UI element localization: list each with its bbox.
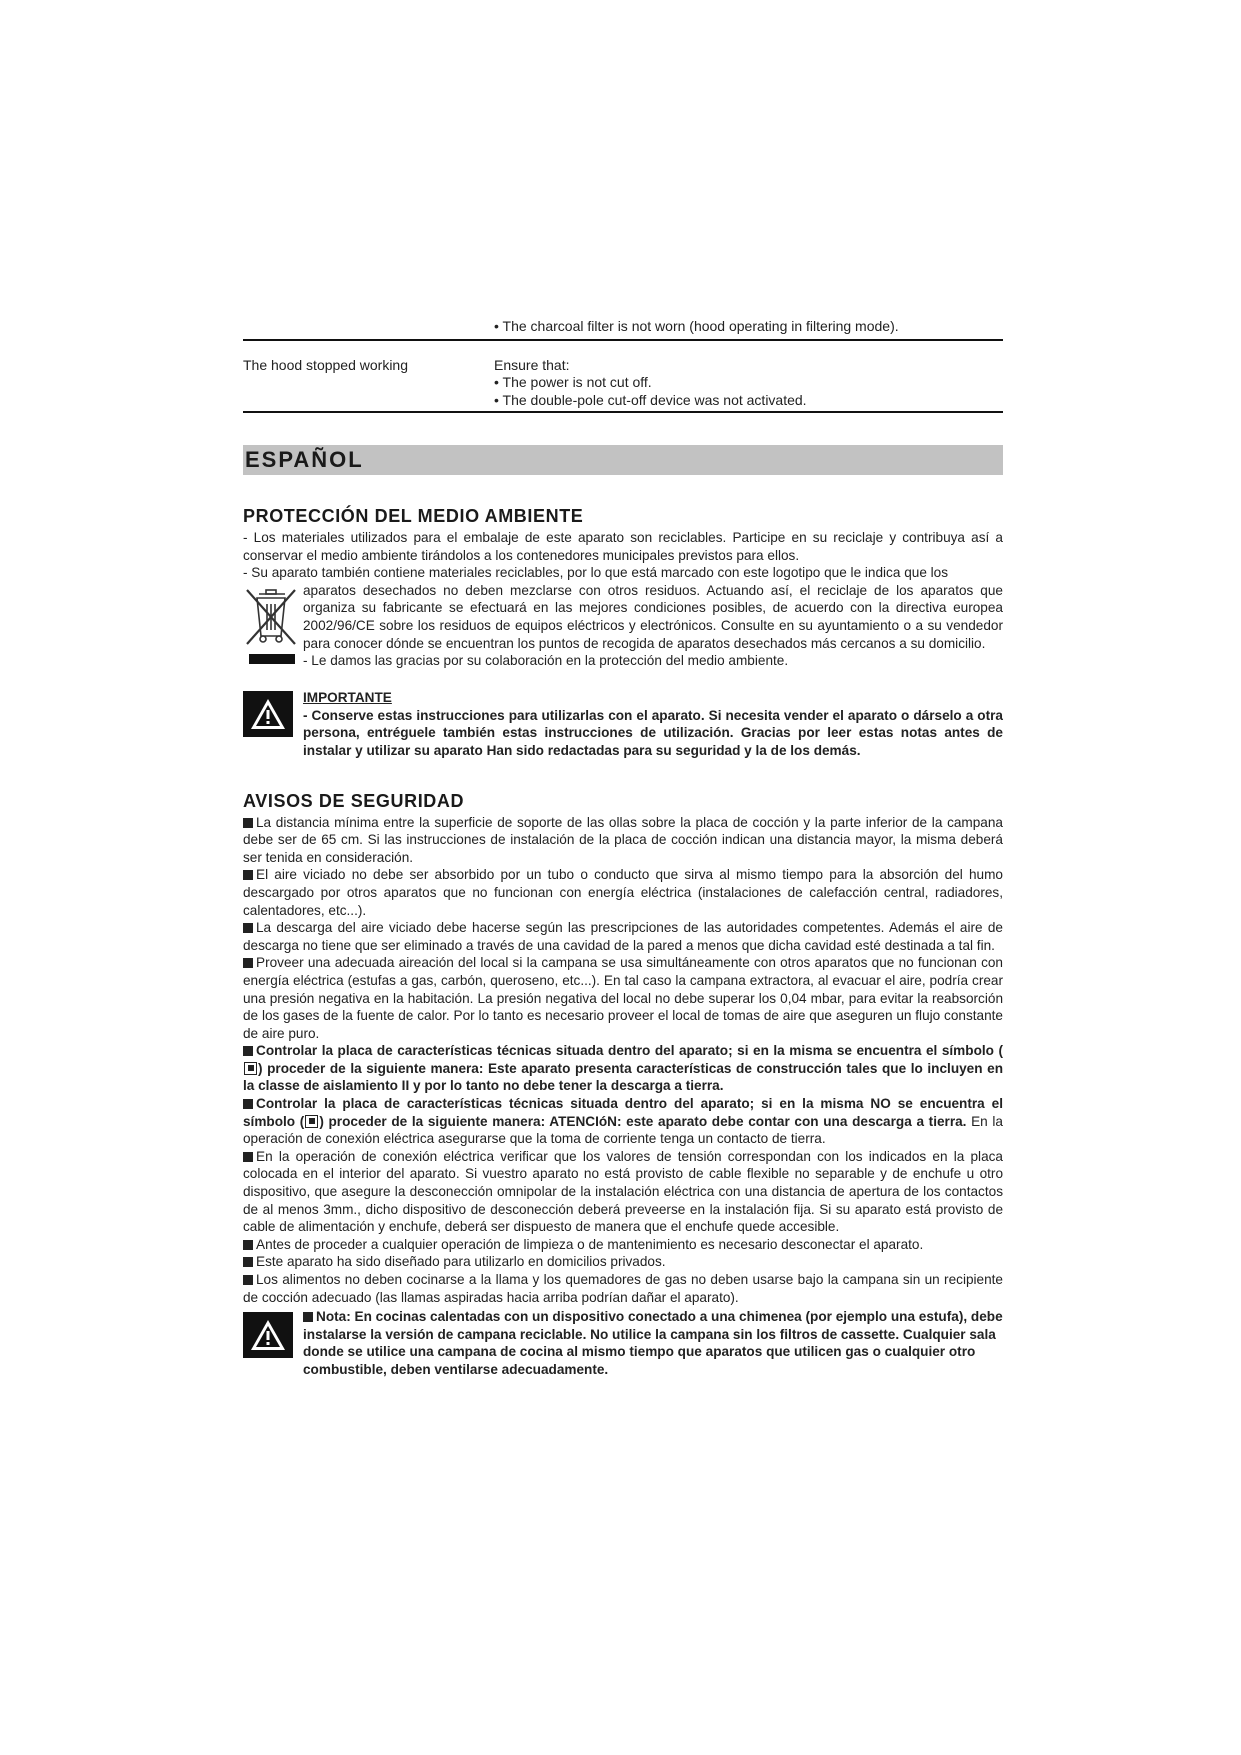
safety-item <box>243 866 1003 919</box>
square-bullet-icon <box>243 1275 253 1285</box>
important-title: IMPORTANTE <box>303 689 392 705</box>
square-bullet-icon <box>243 1152 253 1162</box>
safety-item <box>243 814 1003 867</box>
weee-text <box>303 582 1003 671</box>
environment-para: - Los materiales utilizados para el embalaje de este aparato son reciclables. Participe en su reciclaje y contribuya así a conservar el medio ambiente tirándolos a los contenedores municipales previstos para ellos. <box>243 530 1003 563</box>
safety-item-text: La descarga del aire viciado debe hacerse según las prescripciones de las autoridades competentes. Además el aire de descarga no tiene que ser eliminado a través de una cavidad de la pared a menos que dicha cavidad esté destinada a tal fin. <box>243 920 1003 953</box>
safety-heading: AVISOS DE SEGURIDAD <box>243 790 465 811</box>
environment-para: aparatos desechados no deben mezclarse con otros residuos. Actuando así, el reciclaje de los aparatos que organiza su fabricante se efectuará en las mejores condiciones posibles, de acuerdo con la directiva europea 2002/96/CE sobre los residuos de equipos eléctricos y electrónicos. Consulte en su ayuntamiento o a su vendedor para conocer dónde se encuentran los puntos de recogida de aparatos desechados más cercanos a su domicilio. <box>303 582 1003 651</box>
square-bullet-icon <box>303 1312 313 1322</box>
safety-item-text: Antes de proceder a cualquier operación de limpieza o de mantenimiento es necesario desconectar el aparato. <box>256 1236 924 1252</box>
table-row <box>243 357 1003 410</box>
table-divider <box>243 339 1003 341</box>
table-divider <box>243 411 1003 413</box>
environment-para: - Le damos las gracias por su colaboración en la protección del medio ambiente. <box>303 653 789 669</box>
square-bullet-icon <box>243 1257 253 1267</box>
crossed-out-wheelie-bin-icon <box>243 584 301 671</box>
square-bullet-icon <box>243 1046 253 1056</box>
environment-heading: PROTECCIÓN DEL MEDIO AMBIENTE <box>243 506 584 526</box>
solution-line: • The double-pole cut-off device was not activated. <box>494 391 807 408</box>
problem-cell: The hood stopped working <box>243 356 408 373</box>
square-bullet-icon <box>243 923 253 933</box>
environment-para: - Su aparato también contiene materiales reciclables, por lo que está marcado con este logotipo que le indica que los <box>243 565 949 581</box>
square-bullet-icon <box>243 818 253 828</box>
safety-item <box>243 1253 1003 1271</box>
safety-item <box>243 919 1003 954</box>
language-title: ESPAÑOL <box>245 447 364 472</box>
solution-line: Ensure that: <box>494 356 570 373</box>
square-bullet-icon <box>243 870 253 880</box>
square-bullet-icon <box>243 958 253 968</box>
safety-item-text: El aire viciado no debe ser absorbido por un tubo o conducto que sirva al mismo tiempo para la absorción del humo descargado por otros aparatos que no funcionan con energía eléctrica (instalaciones de calefacción central, radiadores, calentadores, etc...). <box>243 867 1003 918</box>
safety-item-text: Proveer una adecuada aireación del local si la campana se usa simultáneamente con otros aparatos que no funcionan con energía eléctrica (estufas a gas, carbón, queroseno, etc...). En tal caso la campana extractora, al evacuar el aire, podría crear una presión negativa en la habitación. La presión negativa del local no debe superar los 0,04 mbar, para evitar la reabsorción de los gases de la fuente de calor. Por lo tanto es necesario proveer el local de tomas de aire que aseguren un flujo constante de aire puro. <box>243 955 1003 1041</box>
manual-page <box>243 318 1003 1379</box>
note-text: Nota: En cocinas calentadas con un dispositivo conectado a una chimenea (por ejemplo una estufa), debe instalarse la versión de campana reciclable. No utilice la campana sin los filtros de cassette. Cualquier sala donde se utilice una campana de cocina al mismo tiempo que aparatos que utilicen gas o cualquier otro combustible, deben ventilarse adecuadamente. <box>303 1309 1003 1377</box>
square-bullet-icon <box>243 1099 253 1109</box>
solution-cell <box>494 357 1003 410</box>
solution-line: • The power is not cut off. <box>494 374 652 390</box>
important-text: - Conserve estas instrucciones para utilizarlas con el aparato. Si necesita vender el aparato o dárselo a otra persona, entréguele también estas instrucciones de utilización. Gracias por leer estas notas antes de instalar y utilizar su aparato Han sido redactadas para su seguridad y la de los demás. <box>303 707 1003 758</box>
problem-cell <box>243 318 494 336</box>
warning-triangle-icon <box>243 691 293 737</box>
warning-triangle-icon <box>243 1312 293 1358</box>
safety-item-text: En la operación de conexión eléctrica verificar que los valores de tensión correspondan con los indicados en la placa colocada en el interior del aparato. Si vuestro aparato no está provisto de cable flexible no separable y de enchufe u otro dispositivo, que asegure la desconección omnipolar de la instalación eléctrica con una distancia de apertura de los contactos de al menos 3mm., dicho dispositivo de desconección deberá preveerse en la instalación fija. Si su aparato está provisto de cable de alimentación y enchufe, deberá ser dispuesto de manera que el enchufe quede accesible. <box>243 1148 1003 1235</box>
square-bullet-icon <box>243 1240 253 1250</box>
safety-item-earth: Controlar la placa de características técnicas situada dentro del aparato; si en la misma NO se encuentra el símbolo ( ) proceder de la siguiente manera: ATENCIóN: este aparato debe contar con una descarga a tierra. En la operación de conexión eléctrica asegurarse que la toma de corriente tenga un contacto de tierra. <box>243 1096 1003 1147</box>
safety-item-text: Los alimentos no deben cocinarse a la llama y los quemadores de gas no deben usarse bajo la campana sin un recipiente de cocción adecuado (las llamas aspiradas hacia arriba podrían dañar el aparato). <box>243 1272 1003 1305</box>
safety-item <box>243 1271 1003 1306</box>
double-square-symbol-icon <box>305 1115 318 1128</box>
note-block <box>243 1308 1003 1378</box>
safety-item-text: Este aparato ha sido diseñado para utilizarlo en domicilios privados. <box>256 1254 666 1270</box>
language-banner <box>243 445 1003 475</box>
safety-item <box>243 1148 1003 1236</box>
safety-item-class2: Controlar la placa de características técnicas situada dentro del aparato; si en la misma se encuentra el símbolo () proceder de la siguiente manera: Este aparato presenta características de construcción tales que lo incluyen en la classe de aislamiento II y por lo tanto no debe tener la descarga a tierra. <box>243 1043 1003 1094</box>
troubleshooting-table <box>243 318 1003 413</box>
weee-block <box>243 582 1003 671</box>
double-square-symbol-icon <box>244 1062 257 1075</box>
safety-item <box>243 954 1003 1042</box>
table-row <box>243 318 1003 336</box>
solution-cell: • The charcoal filter is not worn (hood operating in filtering mode). <box>494 318 899 334</box>
safety-item <box>243 1236 1003 1254</box>
safety-item-text: La distancia mínima entre la superficie de soporte de las ollas sobre la placa de cocción y la parte inferior de la campana debe ser de 65 cm. Si las instrucciones de instalación de la placa de cocción indican una distancia mayor, la misma deberá ser tenida en consideración. <box>243 814 1003 865</box>
